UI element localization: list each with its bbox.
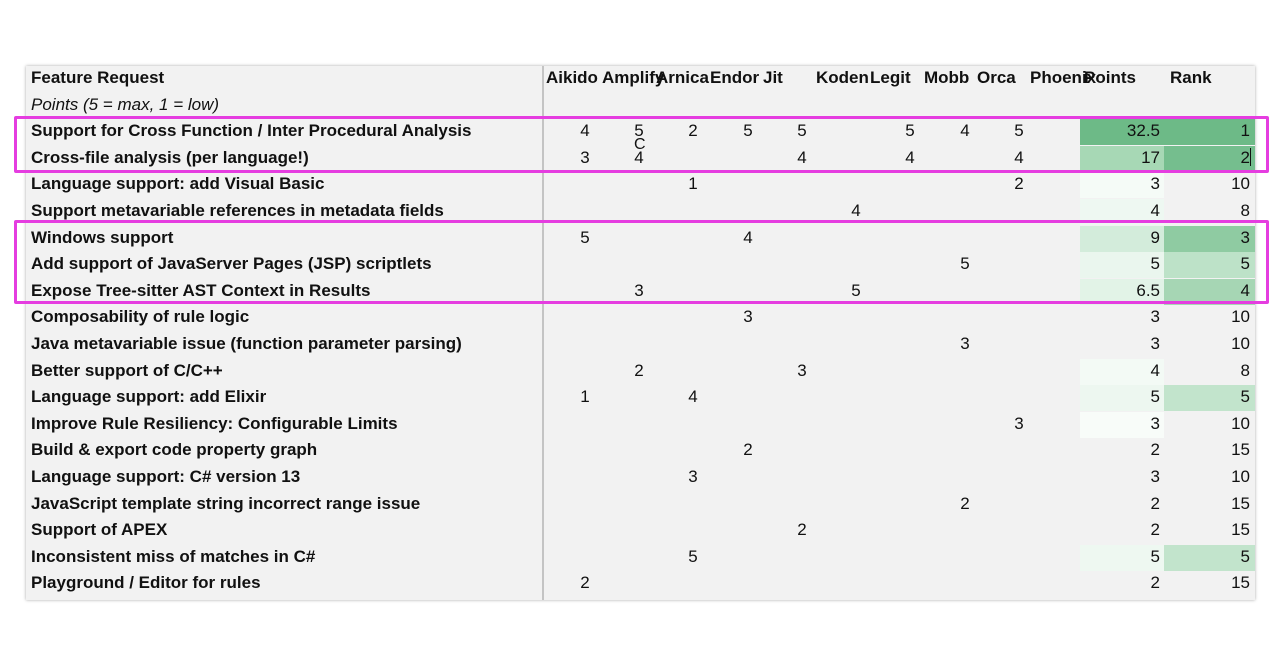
score-cell[interactable] [993,571,1045,597]
feature-cell[interactable]: JavaScript template string incorrect range issue [31,493,421,513]
score-cell[interactable] [722,545,774,571]
rank-cell[interactable]: 15 [1231,440,1250,460]
score-cell[interactable] [830,571,882,597]
subheader-cell[interactable]: Points (5 = max, 1 = low) [31,94,220,114]
rank-cell[interactable]: 5 [1164,545,1255,571]
score-cell[interactable] [884,571,936,597]
points-cell[interactable]: 5 [1080,252,1164,278]
score-cell[interactable] [667,359,719,385]
rank-cell[interactable]: 5 [1164,385,1255,411]
score-cell[interactable]: 3 [1014,413,1024,433]
score-cell[interactable] [939,465,991,491]
score-cell[interactable] [830,119,882,145]
table-row [26,545,1255,571]
score-cell[interactable] [613,332,665,358]
table-row [26,172,1255,198]
score-cell[interactable]: 5 [1014,121,1024,141]
score-cell[interactable] [776,226,828,252]
score-cell[interactable] [613,545,665,571]
score-cell[interactable] [667,279,719,305]
score-cell[interactable] [559,465,611,491]
score-cell[interactable] [884,199,936,225]
header-cell-vendor[interactable]: Arnica [656,68,709,87]
rank-cell[interactable]: 15 [1231,493,1250,513]
points-cell[interactable]: 4 [1080,359,1164,385]
points-cell[interactable]: 5 [1080,545,1164,571]
score-cell[interactable] [722,252,774,278]
header-cell-rank[interactable]: Rank [1170,68,1212,87]
rank-cell[interactable]: 10 [1231,174,1250,194]
frozen-column-divider [542,66,544,600]
score-cell[interactable]: 4 [905,147,915,167]
score-cell[interactable] [559,172,611,198]
score-cell[interactable] [939,359,991,385]
feature-cell[interactable]: Composability of rule logic [31,307,250,327]
rank-cell[interactable]: 2 [1164,146,1255,172]
score-cell[interactable] [776,332,828,358]
score-cell[interactable] [939,146,991,172]
score-cell[interactable] [613,385,665,411]
feature-cell[interactable]: Support of APEX [31,520,168,540]
score-cell[interactable]: 2 [580,573,590,593]
score-cell[interactable]: 3 [634,280,644,300]
score-cell[interactable] [722,359,774,385]
score-cell[interactable] [667,412,719,438]
table-row [26,146,1255,172]
score-cell[interactable] [884,545,936,571]
table-row [26,571,1255,597]
score-cell[interactable]: 3 [797,360,807,380]
score-cell[interactable]: 4 [688,387,698,407]
score-cell[interactable] [884,226,936,252]
header-cell-vendor[interactable]: Endor [710,68,760,87]
score-cell[interactable] [830,492,882,518]
feature-cell[interactable]: Build & export code property graph [31,440,318,460]
score-cell[interactable] [667,199,719,225]
score-cell[interactable] [667,305,719,331]
rank-cell[interactable]: 15 [1231,520,1250,540]
score-cell[interactable] [993,545,1045,571]
score-cell[interactable] [667,226,719,252]
score-cell[interactable]: 4 [960,121,970,141]
score-cell[interactable] [993,305,1045,331]
score-cell[interactable] [993,199,1045,225]
table-row [26,385,1255,411]
score-cell[interactable] [884,518,936,544]
table-row [26,359,1255,385]
score-cell[interactable] [939,545,991,571]
score-cell[interactable] [939,438,991,464]
score-cell[interactable] [830,518,882,544]
points-cell[interactable]: 3 [1080,412,1164,438]
points-cell[interactable]: 2 [1150,520,1160,540]
feature-cell[interactable]: Add support of JavaServer Pages (JSP) scriptlets [31,254,432,274]
score-cell[interactable] [559,332,611,358]
score-cell[interactable] [993,385,1045,411]
score-cell[interactable]: 5 [797,121,807,141]
score-cell[interactable] [559,438,611,464]
rank-cell[interactable]: 5 [1164,252,1255,278]
table-row [26,518,1255,544]
score-cell[interactable]: 5 [634,121,644,141]
score-cell[interactable] [993,492,1045,518]
score-cell[interactable] [830,305,882,331]
header-row [26,66,1255,92]
score-cell[interactable] [722,279,774,305]
score-cell[interactable]: 1 [688,174,698,194]
score-cell[interactable] [722,332,774,358]
feature-cell[interactable]: Playground / Editor for rules [31,573,261,593]
points-cell[interactable]: 2 [1150,493,1160,513]
score-cell[interactable]: 2 [688,121,698,141]
score-cell[interactable] [884,385,936,411]
score-cell[interactable] [613,199,665,225]
score-cell[interactable] [884,438,936,464]
score-cell[interactable] [830,172,882,198]
header-cell-vendor[interactable]: Aikido [546,68,598,87]
score-cell[interactable] [993,438,1045,464]
score-cell[interactable] [884,465,936,491]
score-cell[interactable]: 5 [960,254,970,274]
header-cell-vendor[interactable]: Mobb [924,68,970,87]
points-cell[interactable]: 3 [1150,307,1160,327]
score-cell[interactable] [776,385,828,411]
score-cell[interactable]: 4 [1014,147,1024,167]
score-cell[interactable] [939,305,991,331]
score-cell[interactable] [776,172,828,198]
points-cell[interactable]: 2 [1150,440,1160,460]
score-cell[interactable] [613,172,665,198]
feature-cell[interactable]: Java metavariable issue (function parameter parsing) [31,334,462,353]
score-cell[interactable]: 2 [743,440,753,460]
score-cell[interactable] [884,359,936,385]
rank-cell[interactable]: 10 [1231,413,1250,433]
header-cell-vendor[interactable]: Amplify [602,68,665,87]
points-cell[interactable]: 32.5 [1080,119,1164,145]
points-cell[interactable]: 3 [1150,334,1160,353]
score-cell[interactable] [776,199,828,225]
header-cell-vendor[interactable]: Phoenix [1030,68,1097,87]
rank-cell[interactable]: 8 [1240,201,1250,220]
points-cell[interactable]: 3 [1080,172,1164,198]
score-cell[interactable]: 4 [851,201,861,220]
score-cell[interactable] [722,518,774,544]
score-cell[interactable] [993,252,1045,278]
feature-cell[interactable]: Support metavariable references in metadata fields [31,201,444,220]
score-cell[interactable]: 5 [743,121,753,141]
table-row [26,465,1255,491]
score-cell[interactable] [993,226,1045,252]
score-cell[interactable]: 5 [688,546,698,566]
score-cell[interactable] [776,252,828,278]
score-cell[interactable] [613,226,665,252]
stray-text-cursor-glyph: C [634,136,646,153]
rank-cell[interactable]: 10 [1231,467,1250,486]
points-cell[interactable]: 2 [1150,573,1160,593]
table-row [26,226,1255,252]
feature-cell[interactable]: Windows support [31,227,174,247]
feature-cell[interactable]: Better support of C/C++ [31,360,223,380]
table-row [26,332,1255,358]
score-cell[interactable] [776,305,828,331]
score-cell[interactable]: 2 [634,360,644,380]
score-cell[interactable] [559,199,611,225]
score-cell[interactable] [830,226,882,252]
score-cell[interactable] [884,279,936,305]
score-cell[interactable] [722,412,774,438]
score-cell[interactable] [776,492,828,518]
score-cell[interactable] [722,199,774,225]
score-cell[interactable] [993,359,1045,385]
points-cell[interactable]: 3 [1150,467,1160,486]
score-cell[interactable]: 5 [580,227,590,247]
rank-cell[interactable]: 10 [1231,334,1250,353]
score-cell[interactable] [613,305,665,331]
score-cell[interactable]: 2 [960,493,970,513]
feature-cell[interactable]: Support for Cross Function / Inter Procedural Analysis [31,121,472,141]
table-row [26,119,1255,145]
score-cell[interactable] [667,146,719,172]
score-cell[interactable] [939,226,991,252]
score-cell[interactable] [559,545,611,571]
score-cell[interactable] [613,492,665,518]
score-cell[interactable] [830,146,882,172]
score-cell[interactable]: 4 [580,121,590,141]
score-cell[interactable] [830,545,882,571]
header-cell-vendor[interactable]: Legit [870,68,911,87]
score-cell[interactable] [830,438,882,464]
score-cell[interactable]: 1 [580,387,590,407]
score-cell[interactable] [667,571,719,597]
score-cell[interactable]: 3 [960,334,970,353]
feature-cell[interactable]: Language support: C# version 13 [31,467,301,486]
score-cell[interactable] [939,518,991,544]
score-cell[interactable]: 2 [1014,174,1024,194]
score-cell[interactable] [830,332,882,358]
score-cell[interactable] [939,279,991,305]
score-cell[interactable] [884,412,936,438]
score-cell[interactable] [667,492,719,518]
score-cell[interactable] [830,252,882,278]
score-cell[interactable] [884,305,936,331]
score-cell[interactable]: 4 [797,147,807,167]
score-cell[interactable] [884,492,936,518]
score-cell[interactable]: 4 [743,227,753,247]
score-cell[interactable] [559,359,611,385]
rank-cell[interactable]: 8 [1240,360,1250,380]
score-cell[interactable] [613,571,665,597]
header-cell-points[interactable]: Points [1084,68,1136,87]
score-cell[interactable] [939,172,991,198]
score-cell[interactable] [776,465,828,491]
score-cell[interactable] [993,279,1045,305]
score-cell[interactable] [559,492,611,518]
score-cell[interactable] [830,359,882,385]
score-cell[interactable] [667,252,719,278]
table-row [26,492,1255,518]
score-cell[interactable]: 5 [851,280,861,300]
score-cell[interactable] [884,172,936,198]
score-cell[interactable] [613,412,665,438]
score-cell[interactable] [722,571,774,597]
feature-cell[interactable]: Improve Rule Resiliency: Configurable Limits [31,413,398,433]
table-row [26,199,1255,225]
score-cell[interactable] [667,438,719,464]
score-cell[interactable] [884,332,936,358]
points-cell[interactable]: 9 [1080,226,1164,252]
rank-cell[interactable]: 4 [1164,279,1255,305]
score-cell[interactable]: 3 [580,147,590,167]
table-row [26,438,1255,464]
score-cell[interactable] [559,305,611,331]
score-cell[interactable] [776,571,828,597]
score-cell[interactable] [722,172,774,198]
feature-cell[interactable]: Expose Tree-sitter AST Context in Results [31,280,371,300]
score-cell[interactable] [667,332,719,358]
score-cell[interactable] [884,252,936,278]
score-cell[interactable] [722,492,774,518]
table-row [26,279,1255,305]
score-cell[interactable] [830,385,882,411]
score-cell[interactable]: 5 [905,121,915,141]
score-cell[interactable] [722,465,774,491]
subheader-row [26,93,1255,119]
score-cell[interactable] [613,465,665,491]
score-cell[interactable] [776,438,828,464]
score-cell[interactable] [559,279,611,305]
score-cell[interactable]: 3 [743,307,753,327]
score-cell[interactable] [613,518,665,544]
rank-cell[interactable]: 15 [1231,573,1250,593]
header-cell-vendor[interactable]: Koden [816,68,869,87]
header-cell-vendor[interactable]: Jit [763,68,783,87]
score-cell[interactable] [830,465,882,491]
header-cell-feature[interactable]: Feature Request [31,68,165,87]
score-cell[interactable] [667,518,719,544]
score-cell[interactable] [939,199,991,225]
score-cell[interactable] [722,146,774,172]
score-cell[interactable]: 4 [634,147,644,167]
score-cell[interactable] [993,465,1045,491]
feature-cell[interactable]: Cross-file analysis (per language!) [31,147,309,167]
points-cell[interactable]: 17 [1080,146,1164,172]
score-cell[interactable]: 2 [797,520,807,540]
points-cell[interactable]: 4 [1080,199,1164,225]
rank-cell[interactable]: 3 [1164,226,1255,252]
feature-cell[interactable]: Language support: add Visual Basic [31,174,325,194]
table-row [26,412,1255,438]
score-cell[interactable] [939,412,991,438]
table-row [26,252,1255,278]
feature-cell[interactable]: Language support: add Elixir [31,387,267,407]
rank-cell[interactable]: 10 [1231,307,1250,327]
points-cell[interactable]: 6.5 [1080,279,1164,305]
table-row [26,305,1255,331]
score-cell[interactable] [613,438,665,464]
score-cell[interactable] [939,571,991,597]
score-cell[interactable] [613,252,665,278]
score-cell[interactable] [559,412,611,438]
score-cell[interactable] [776,279,828,305]
points-cell[interactable]: 5 [1080,385,1164,411]
score-cell[interactable] [722,385,774,411]
spreadsheet[interactable] [26,66,1255,600]
score-cell[interactable] [776,545,828,571]
header-cell-vendor[interactable]: Orca [977,68,1016,87]
score-cell[interactable] [776,412,828,438]
rank-cell[interactable]: 1 [1164,119,1255,145]
score-cell[interactable] [559,252,611,278]
score-cell[interactable] [993,332,1045,358]
score-cell[interactable] [993,518,1045,544]
score-cell[interactable] [559,518,611,544]
score-cell[interactable]: 3 [688,467,698,486]
score-cell[interactable] [830,412,882,438]
feature-cell[interactable]: Inconsistent miss of matches in C# [31,546,316,566]
score-cell[interactable] [939,385,991,411]
